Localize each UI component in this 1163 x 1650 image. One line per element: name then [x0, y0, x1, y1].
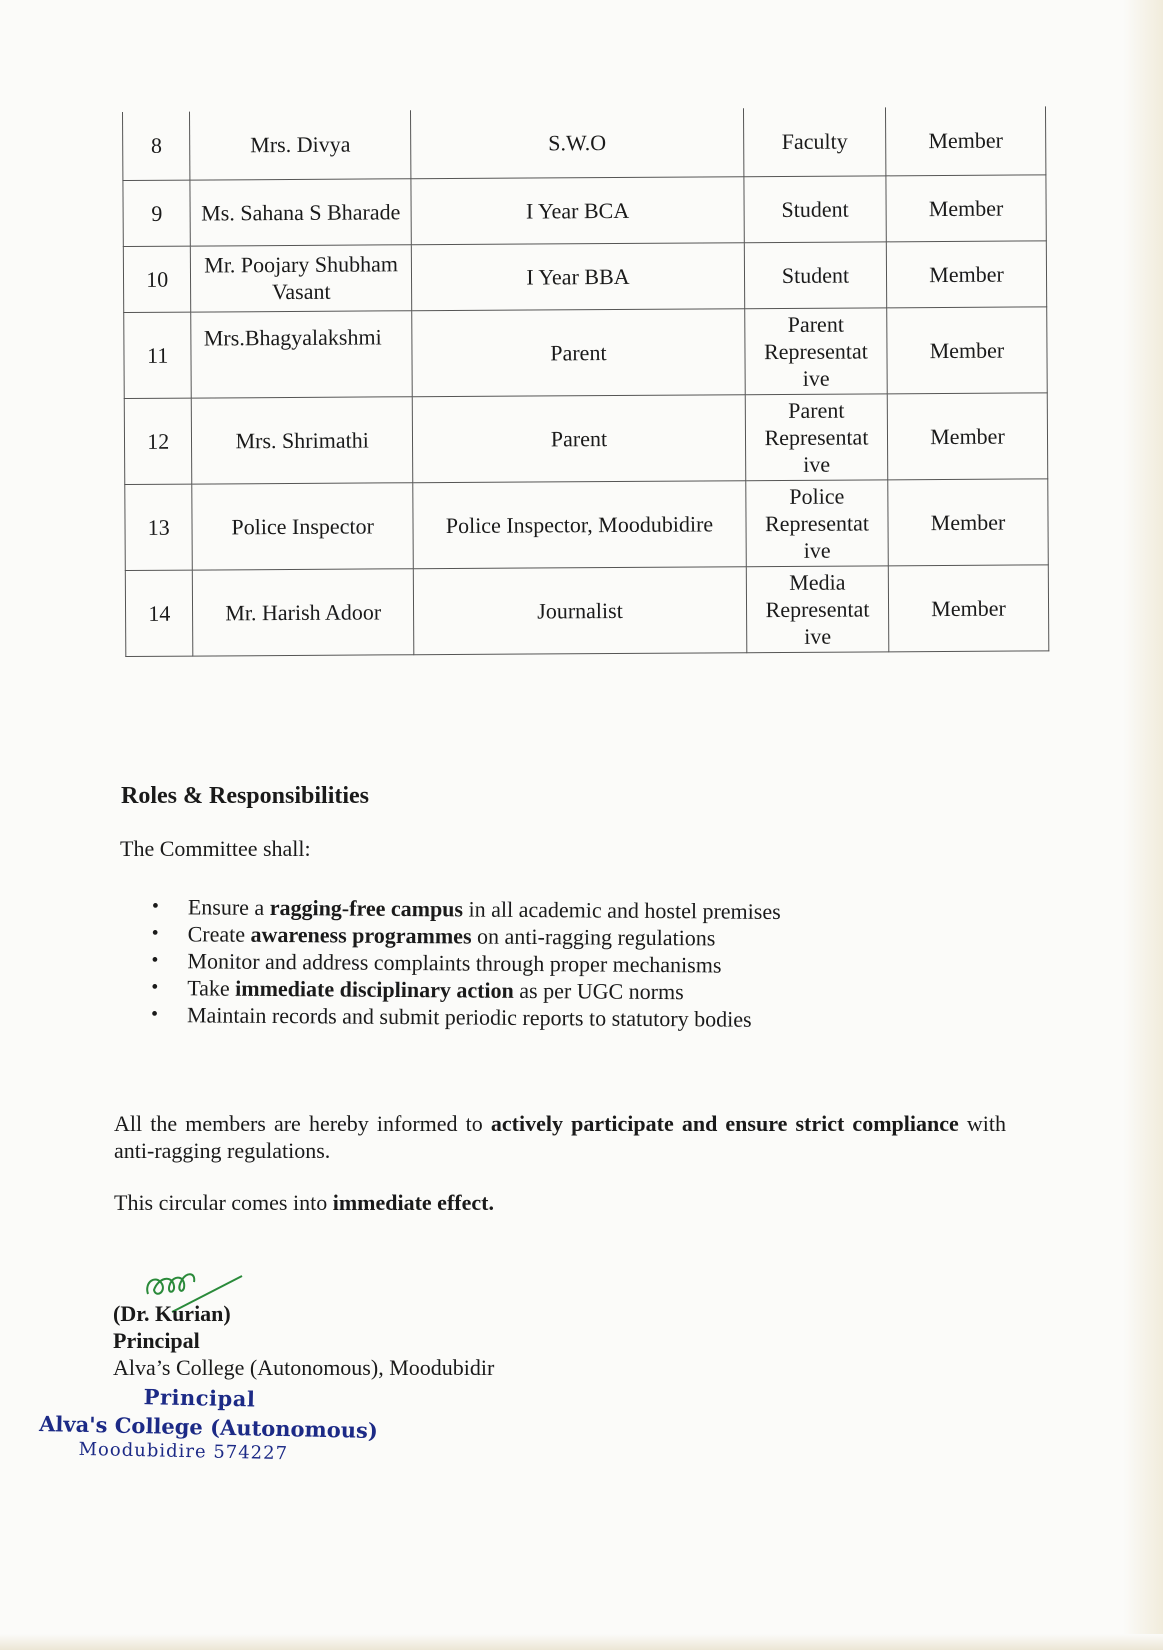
- role-cell: Member: [888, 564, 1049, 651]
- responsibility-text-bold: ragging-free campus: [269, 894, 464, 922]
- member-name-cell: Mr. Harish Adoor: [193, 568, 414, 655]
- category-cell: Student: [744, 241, 886, 308]
- notice-text-pre: All the members are hereby informed to: [114, 1111, 491, 1136]
- table-row: [123, 240, 1046, 312]
- responsibility-text-pre: Create: [187, 921, 251, 947]
- table-row: [124, 306, 1048, 398]
- member-name-cell: Mrs. Shrimathi: [192, 396, 413, 483]
- table-row: [125, 564, 1049, 656]
- responsibility-text-bold: awareness programmes: [250, 921, 472, 949]
- designation-cell: Journalist: [413, 566, 747, 654]
- category-cell: Student: [744, 175, 886, 242]
- roles-intro: The Committee shall:: [120, 836, 311, 861]
- category-cell: Media Representat ive: [746, 565, 888, 652]
- member-name-cell: Mrs. Divya: [190, 110, 411, 179]
- role-cell: Member: [886, 174, 1046, 241]
- signatory-title: Principal: [113, 1328, 200, 1353]
- members-table: [122, 106, 1049, 656]
- roles-heading: Roles & Responsibilities: [121, 783, 370, 809]
- effect-text-bold: immediate effect.: [332, 1190, 494, 1215]
- page-edge-shadow: [1123, 0, 1163, 1650]
- responsibility-text-post: on anti-ragging regulations: [471, 923, 716, 951]
- notice-text-bold: actively participate and ensure strict compliance: [490, 1111, 959, 1136]
- responsibility-text-post: as per UGC norms: [513, 977, 684, 1005]
- table-row: [125, 478, 1049, 570]
- signatory-name: (Dr. Kurian): [113, 1301, 231, 1326]
- principal-stamp: [38, 1382, 378, 1466]
- category-cell: Parent Representat ive: [745, 393, 887, 480]
- role-cell: Member: [886, 240, 1046, 307]
- serial-number-cell: 9: [123, 180, 191, 246]
- role-cell: Member: [887, 306, 1048, 393]
- effect-paragraph: [114, 1190, 494, 1216]
- serial-number-cell: 14: [125, 570, 193, 656]
- responsibility-text-post: in all academic and hostel premises: [462, 896, 781, 924]
- table-row: [122, 106, 1045, 180]
- table-row: [124, 392, 1048, 484]
- notice-text-post: with anti-ragging regulations.: [114, 1111, 1006, 1163]
- table-row: [123, 174, 1046, 246]
- members-table-body: [122, 106, 1048, 656]
- designation-cell: I Year BCA: [411, 176, 745, 244]
- stamp-line-2: Alva's College (Autonomous): [38, 1410, 379, 1444]
- serial-number-cell: 8: [122, 112, 190, 180]
- member-name-cell: Ms. Sahana S Bharade: [190, 178, 411, 245]
- role-cell: Member: [888, 478, 1049, 565]
- designation-cell: Parent: [412, 308, 746, 396]
- responsibility-text-pre: Maintain records and submit periodic reports to statutory bodies: [186, 1002, 752, 1032]
- category-cell: Parent Representat ive: [745, 307, 887, 394]
- member-name-cell: Mrs.Bhagyalakshmi: [191, 310, 412, 397]
- responsibility-text-pre: Monitor and address complaints through proper mechanisms: [187, 948, 722, 978]
- member-name-cell: Mr. Poojary Shubham Vasant: [191, 244, 412, 311]
- responsibility-item: [147, 1001, 780, 1033]
- designation-cell: S.W.O: [410, 108, 744, 178]
- designation-cell: I Year BBA: [411, 242, 745, 310]
- category-cell: Faculty: [744, 107, 886, 176]
- role-cell: Member: [885, 106, 1045, 175]
- effect-text-pre: This circular comes into: [114, 1190, 333, 1215]
- page-bottom-shadow: [0, 1634, 1163, 1650]
- stamp-line-1: Principal: [143, 1384, 256, 1412]
- responsibilities-list: [147, 893, 781, 1033]
- category-cell: Police Representat ive: [746, 479, 888, 566]
- serial-number-cell: 11: [124, 312, 192, 398]
- responsibility-text-pre: Take: [187, 975, 236, 1001]
- stamp-line-3: Moodubidire 574227: [78, 1438, 289, 1465]
- responsibility-text-pre: Ensure a: [187, 894, 270, 920]
- notice-paragraph: [114, 1110, 1006, 1164]
- signature-block: [113, 1300, 494, 1381]
- designation-cell: Parent: [412, 394, 746, 482]
- member-name-cell: Police Inspector: [192, 482, 413, 569]
- serial-number-cell: 12: [124, 398, 192, 484]
- signatory-institution: Alva’s College (Autonomous), Moodubidir: [113, 1355, 495, 1380]
- role-cell: Member: [887, 392, 1048, 479]
- designation-cell: Police Inspector, Moodubidire: [413, 480, 747, 568]
- serial-number-cell: 13: [125, 484, 193, 570]
- serial-number-cell: 10: [123, 246, 191, 312]
- responsibility-text-bold: immediate disciplinary action: [235, 975, 514, 1003]
